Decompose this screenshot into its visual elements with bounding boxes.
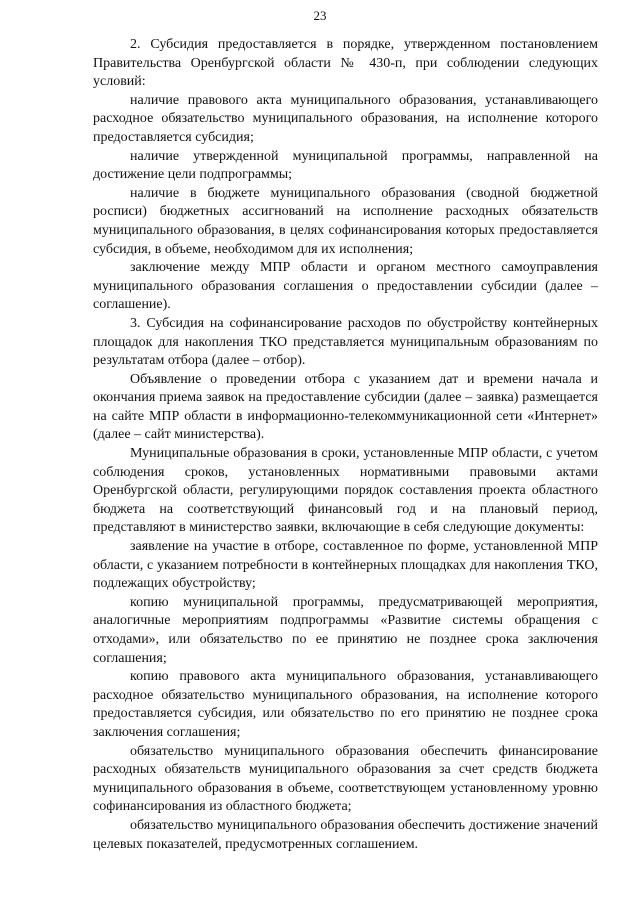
paragraph-municipal-program: наличие утвержденной муниципальной программы, направленной на достижение цели подпрограммы; [93,148,598,183]
paragraph-budget-allocations: наличие в бюджете муниципального образования (сводной бюджетной росписи) бюджетных ассигнований на исполнение расходных обязательств муниципального образования, в целях софинансирования которых предоставляется субсидия, в объеме, необходимом для их исполнения; [93,185,598,257]
paragraph-announcement: Объявление о проведении отбора с указанием дат и времени начала и окончания приема заявок на предоставление субсидии (далее – заявка) размещается на сайте МПР области в информационно-телекоммуникационной сети «Интернет» (далее – сайт министерства). [93,371,598,443]
paragraph-selection: 3. Субсидия на софинансирование расходов по обустройству контейнерных площадок для накопления ТКО представляется муниципальным образованиям по результатам отбора (далее – отбор). [93,315,598,369]
page-number: 23 [313,8,327,23]
paragraph-legal-act-copy: копию правового акта муниципального образования, устанавливающего расходное обязательство муниципального образования, на исполнение которого предоставляется субсидия, или обязательство по его принятию не позднее срока заключения соглашения; [93,669,598,740]
document-body [93,36,598,854]
paragraph-target-indicators: обязательство муниципального образования обеспечить достижение значений целевых показателей, предусмотренных соглашением. [93,817,598,852]
paragraph-subsidy-conditions: 2. Субсидия предоставляется в порядке, утвержденном постановлением Правительства Оренбургской области № 430-п, при соблюдении следующих условий: [93,37,598,90]
paragraph-legal-act: наличие правового акта муниципального образования, устанавливающего расходное обязательство муниципального образования, на исполнение которого предоставляется субсидия; [93,92,598,145]
paragraph-financing-obligation: обязательство муниципального образования обеспечить финансирование расходных обязательств муниципального образования за счет средств бюджета муниципального образования в объеме, соответствующем установленному уровню софинансирования из областного бюджета; [93,743,598,815]
paragraph-application-form: заявление на участие в отборе, составленное по форме, установленной МПР области, с указанием потребности в контейнерных площадках для накопления ТКО, подлежащих обустройству; [93,539,598,592]
paragraph-program-copy: копию муниципальной программы, предусматривающей мероприятия, аналогичные мероприятиям подпрограммы «Развитие системы обращения с отходами», или обязательство по ее принятию не позднее срока заключения соглашения; [93,594,598,666]
paragraph-application-documents: Муниципальные образования в сроки, установленные МПР области, с учетом соблюдения сроков, установленных нормативными правовыми актами Оренбургской области, регулирующими порядок составления проекта областного бюджета на соответствующий финансовый год и на плановый период, представляют в министерство заявки, включающие в себя следующие документы: [93,446,598,536]
paragraph-agreement: заключение между МПР области и органом местного самоуправления муниципального образования соглашения о предоставлении субсидии (далее – соглашение). [93,260,598,313]
